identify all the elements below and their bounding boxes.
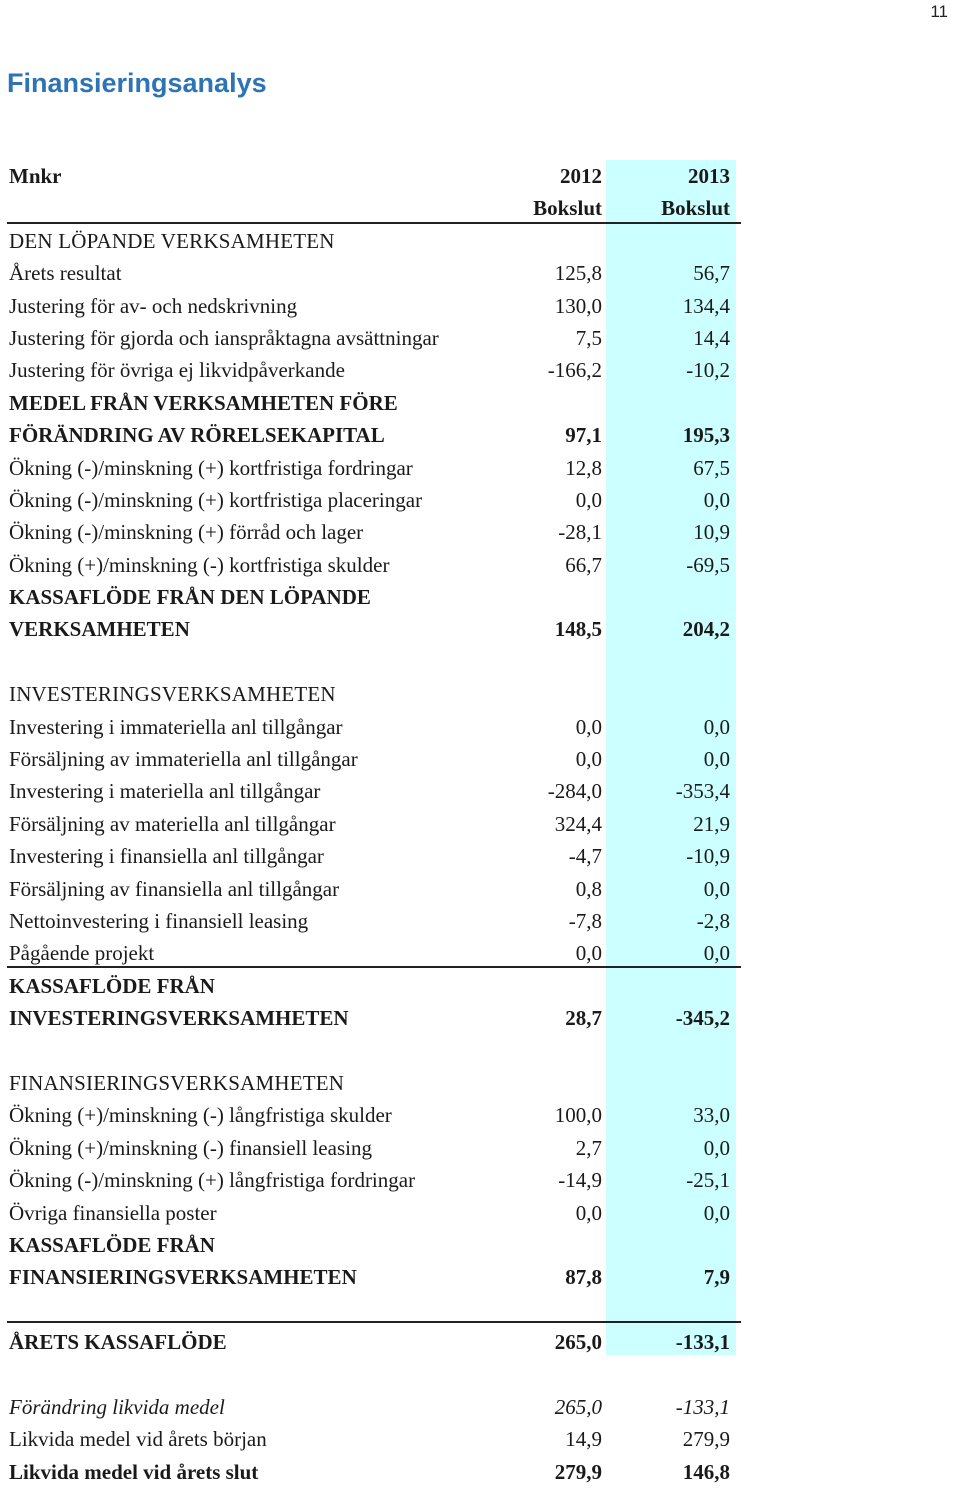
row-label: DEN LÖPANDE VERKSAMHETEN (9, 228, 335, 253)
value-2013: -25,1 (686, 1168, 730, 1193)
value-2013: 279,9 (682, 1427, 730, 1452)
row-label: KASSAFLÖDE FRÅN DEN LÖPANDE (9, 585, 371, 610)
value-2012: 100,0 (554, 1103, 602, 1128)
subtitle-2013: Bokslut (661, 196, 730, 221)
row-label: Ökning (+)/minskning (-) långfristiga skulder (9, 1103, 392, 1128)
value-2013: 67,5 (693, 455, 730, 480)
table-row (0, 646, 740, 678)
table-row (0, 840, 740, 872)
row-label: INVESTERINGSVERKSAMHETEN (9, 1006, 349, 1031)
value-2013: 56,7 (693, 261, 730, 286)
investing-rule (7, 966, 741, 968)
value-2013: 146,8 (682, 1459, 730, 1484)
header-rule (7, 222, 741, 224)
value-2013: -353,4 (675, 779, 730, 804)
row-label: KASSAFLÖDE FRÅN (9, 1232, 215, 1257)
value-2013: -133,1 (675, 1394, 730, 1419)
table-row (0, 516, 740, 548)
table-row (0, 354, 740, 386)
row-label: Investering i immateriella anl tillgångar (9, 714, 343, 739)
value-2012: 28,7 (565, 1006, 602, 1031)
value-2012: 279,9 (554, 1459, 602, 1484)
row-label: Försäljning av immateriella anl tillgångar (9, 747, 358, 772)
value-2012: 265,0 (554, 1394, 602, 1419)
value-2012: 14,9 (565, 1427, 602, 1452)
subtitle-2012: Bokslut (533, 196, 602, 221)
row-label: KASSAFLÖDE FRÅN (9, 973, 215, 998)
value-2012: -4,7 (568, 844, 602, 869)
row-label: Ökning (-)/minskning (+) förråd och lager (9, 520, 364, 545)
value-2013: 0,0 (703, 714, 730, 739)
table-row (0, 1358, 740, 1390)
table-row (0, 808, 740, 840)
value-2012: 7,5 (575, 325, 602, 350)
table-row (0, 549, 740, 581)
value-2013: 7,9 (703, 1265, 730, 1290)
table-row (0, 290, 740, 322)
header-subtitle-row (0, 192, 740, 224)
summary-rule (7, 1321, 741, 1323)
table-row (0, 484, 740, 516)
row-label: Investering i materiella anl tillgångar (9, 779, 321, 804)
value-2012: 2,7 (575, 1135, 602, 1160)
row-label: Ökning (-)/minskning (+) kortfristiga placeringar (9, 487, 423, 512)
table-row (0, 970, 740, 1002)
table-row (0, 225, 740, 257)
value-2012: -28,1 (558, 520, 602, 545)
row-label: MEDEL FRÅN VERKSAMHETEN FÖRE (9, 390, 398, 415)
table-row (0, 1099, 740, 1131)
page-title: Finansieringsanalys (7, 68, 267, 98)
value-2012: -284,0 (547, 779, 602, 804)
table-row (0, 452, 740, 484)
table-row (0, 678, 740, 710)
value-2013: 10,9 (693, 520, 730, 545)
value-2012: 130,0 (554, 293, 602, 318)
value-2012: 0,0 (575, 1200, 602, 1225)
year-2012: 2012 (560, 164, 602, 188)
table-row (0, 1456, 740, 1488)
table-row (0, 873, 740, 905)
value-2013: 195,3 (682, 423, 730, 448)
value-2012: -166,2 (547, 358, 602, 383)
table-row (0, 257, 740, 289)
row-label: FÖRÄNDRING AV RÖRELSEKAPITAL (9, 423, 385, 448)
table-row (0, 1197, 740, 1229)
value-2012: 0,0 (575, 714, 602, 739)
value-2012: 324,4 (554, 811, 602, 836)
value-2013: -133,1 (675, 1330, 730, 1355)
value-2013: -2,8 (696, 908, 730, 933)
value-2013: -10,9 (686, 844, 730, 869)
table-row (0, 1326, 740, 1358)
row-label: Pågående projekt (9, 941, 155, 966)
row-label: Justering för gjorda och ianspråktagna avsättningar (9, 325, 439, 350)
table-row (0, 1391, 740, 1423)
value-2013: -345,2 (675, 1006, 730, 1031)
value-2013: -69,5 (686, 552, 730, 577)
row-label: INVESTERINGSVERKSAMHETEN (9, 682, 336, 707)
table-row (0, 905, 740, 937)
value-2013: 0,0 (703, 941, 730, 966)
table-row (0, 613, 740, 645)
value-2013: 0,0 (703, 747, 730, 772)
row-label: FINANSIERINGSVERKSAMHETEN (9, 1070, 345, 1095)
table-row (0, 1132, 740, 1164)
cashflow-table (0, 160, 740, 1488)
value-2012: 265,0 (554, 1330, 602, 1355)
table-row (0, 1035, 740, 1067)
value-2012: 148,5 (554, 617, 602, 642)
value-2012: 66,7 (565, 552, 602, 577)
table-row (0, 1423, 740, 1455)
row-label: Justering för av- och nedskrivning (9, 293, 298, 318)
value-2013: 14,4 (693, 325, 730, 350)
table-row (0, 581, 740, 613)
row-label: Övriga finansiella poster (9, 1200, 217, 1225)
unit-label: Mnkr (9, 164, 62, 188)
row-label: Försäljning av materiella anl tillgångar (9, 811, 336, 836)
page-number: 11 (930, 2, 948, 21)
value-2012: 0,8 (575, 876, 602, 901)
row-label: Nettoinvestering i finansiell leasing (9, 908, 309, 933)
value-2013: 204,2 (682, 617, 730, 642)
value-2012: 12,8 (565, 455, 602, 480)
row-label: Förändring likvida medel (9, 1394, 225, 1419)
table-row (0, 1164, 740, 1196)
value-2013: 33,0 (693, 1103, 730, 1128)
table-row (0, 1002, 740, 1034)
row-label: VERKSAMHETEN (9, 617, 190, 642)
row-label: Justering för övriga ej likvidpåverkande (9, 358, 345, 383)
value-2013: 0,0 (703, 876, 730, 901)
row-label: Ökning (-)/minskning (+) kortfristiga fordringar (9, 455, 413, 480)
row-label: Ökning (+)/minskning (-) finansiell leasing (9, 1135, 372, 1160)
value-2013: 134,4 (682, 293, 730, 318)
table-row (0, 937, 740, 969)
value-2012: 0,0 (575, 487, 602, 512)
value-2012: -7,8 (568, 908, 602, 933)
value-2012: 0,0 (575, 747, 602, 772)
value-2013: 0,0 (703, 487, 730, 512)
row-label: Investering i finansiella anl tillgångar (9, 844, 324, 869)
value-2012: 125,8 (554, 261, 602, 286)
row-label: Ökning (+)/minskning (-) kortfristiga skulder (9, 552, 390, 577)
value-2013: -10,2 (686, 358, 730, 383)
value-2013: 0,0 (703, 1135, 730, 1160)
table-row (0, 322, 740, 354)
table-row (0, 711, 740, 743)
value-2013: 21,9 (693, 811, 730, 836)
table-row (0, 419, 740, 451)
table-row (0, 775, 740, 807)
row-label: Försäljning av finansiella anl tillgångar (9, 876, 340, 901)
value-2013: 0,0 (703, 1200, 730, 1225)
value-2012: 97,1 (565, 423, 602, 448)
header-year-row (0, 160, 740, 192)
row-label: Likvida medel vid årets början (9, 1427, 267, 1452)
table-row (0, 387, 740, 419)
table-row (0, 743, 740, 775)
row-label: Likvida medel vid årets slut (9, 1459, 259, 1484)
row-label: ÅRETS KASSAFLÖDE (9, 1330, 227, 1355)
value-2012: -14,9 (558, 1168, 602, 1193)
row-label: Ökning (-)/minskning (+) långfristiga fordringar (9, 1168, 416, 1193)
value-2012: 0,0 (575, 941, 602, 966)
table-row (0, 1261, 740, 1293)
table-row (0, 1229, 740, 1261)
value-2012: 87,8 (565, 1265, 602, 1290)
row-label: Årets resultat (9, 261, 122, 286)
row-label: FINANSIERINGSVERKSAMHETEN (9, 1265, 357, 1290)
year-2013: 2013 (688, 164, 730, 188)
table-row (0, 1067, 740, 1099)
